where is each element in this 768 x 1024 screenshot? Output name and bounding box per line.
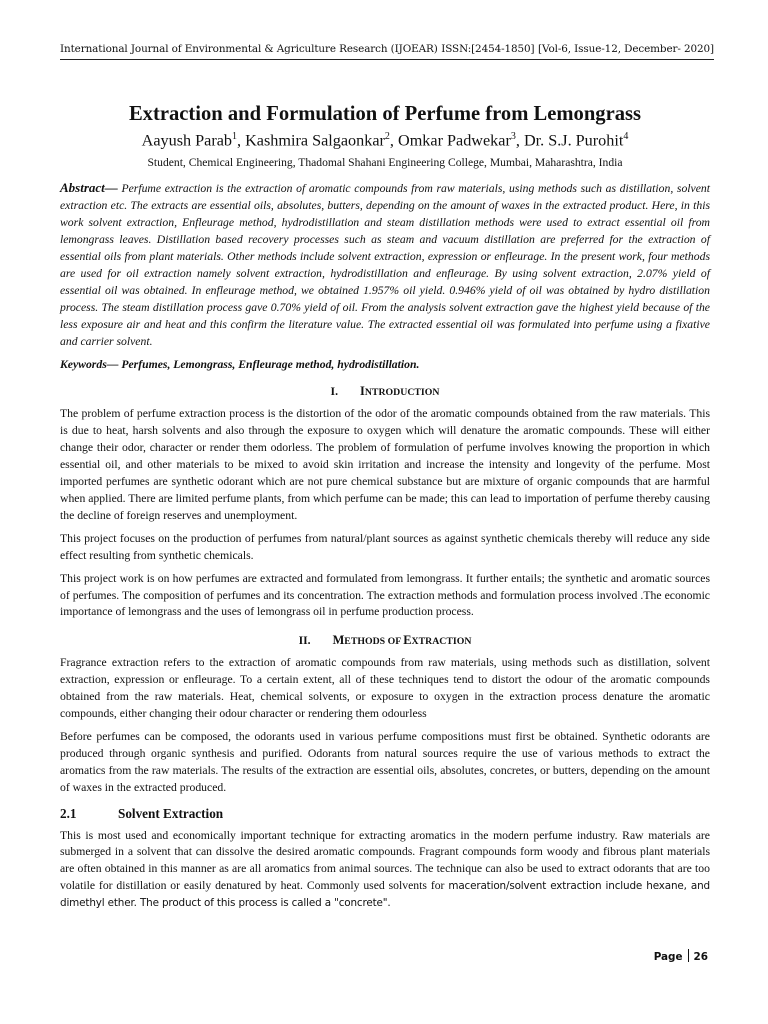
section-number: I. [330,385,339,399]
keywords: Keywords— Perfumes, Lemongrass, Enfleurage method, hydrodistillation. [60,358,420,372]
paragraph [60,828,710,913]
journal-name: International Journal of Environmental & Agriculture Research (IJOEAR) [60,43,438,55]
author-affil-mark: 4 [623,131,629,142]
issn: ISSN:[2454-1850] [441,43,535,55]
author-affil-mark: 1 [232,131,238,142]
author-name: Aayush Parab [141,131,233,150]
paragraph: This project focuses on the production of perfumes from natural/plant sources as against synthetic chemicals thereby will reduce any side effect resulting from synthetic chemicals. [60,531,710,562]
subsection-heading-solvent-extraction [60,806,710,822]
section-heading-introduction: I. INTRODUCTION [330,384,440,399]
affiliation: Student, Chemical Engineering, Thadomal Shahani Engineering College, Mumbai, Maharashtra, India [147,156,623,170]
running-header [60,43,714,60]
section-number: II. [298,634,311,648]
paragraph-text: This is most used and economically important technique for extracting aromatics in the modern perfume industry. Raw materials are submerged in a solvent that can dissolve the desired aromatic compounds. Fragrant compounds form woody and fibrous plant materials are often obtained in this manner as are all aromatics from animal sources. The technique can also be used to extract odorants that are too volatile for distillation or easily denatured by heat. Commonly used solvents for [60,828,710,893]
footer-divider [688,949,689,962]
section-heading-methods: II. METHODS OF EXTRACTION [298,633,472,648]
abstract-label: Abstract— [60,180,118,196]
paper-title: Extraction and Formulation of Perfume from Lemongrass [128,103,642,125]
author-name: Omkar Padwekar [398,131,511,150]
paragraph-last-line: maceration/solvent extraction include hexane, and dimethyl ether. The product of this process is called a "concrete". [60,880,711,910]
subsection-number: 2.1 [60,805,77,821]
page-number: 26 [693,951,708,963]
author-affil-mark: 2 [384,131,390,142]
volume-issue: [Vol-6, Issue-12, December- 2020] [538,43,714,55]
article-body [60,102,710,918]
paragraph: Fragrance extraction refers to the extraction of aromatic compounds from raw materials, using methods such as distillation, solvent extraction, expression or enfleurage. To a certain extent, all of these techniques tend to distort the odour of the aromatic compounds obtained from the raw materials. Heat, chemical solvents, or exposure to oxygen in the extraction process denature the aromatic compounds, either changing their odour character or rendering them odourless [60,656,710,721]
author-list: Aayush Parab$^1$, Kashmira Salgaonkar$^2$, Omkar Padwekar$^3$, Dr. S.J. Purohit$^4$ [141,131,629,150]
paragraph: This project work is on how perfumes are extracted and formulated from lemongrass. It further entails; the synthetic and aromatic sources of perfumes. The composition of perfumes and its concentration. The extraction methods and formulation process involved .The economic importance of lemongrass and the uses of lemongrass oil in perfume production process. [60,571,710,619]
abstract-text: Perfume extraction is the extraction of aromatic compounds from raw materials, using methods such as distillation, solvent extraction etc. The extracts are essential oils, absolutes, butters, depending on the amount of waxes in the extracted product. Here, in this work solvent extraction, Enfleurage method, hydrodistillation and steam distillation methods were used to extract essential oil from lemongrass leaves. Distillation based recovery processes such as steam and vacuum distillation are preferred for the extraction of essential oils from plant materials. Other methods include solvent extraction, expression or enfleurage. In the present work, four methods are used for oil extraction namely solvent extraction, hydrodistillation and enfleurage. By using solvent extraction, 2.07% yield of essential oil was obtained. In enfleurage method, we obtained 1.957% oil yield. 0.946% yield of oil was obtained by hydro distillation process. The steam distillation process gave 0.70% yield of oil. From the analysis solvent extraction gave the highest yield because of the less exposure air and heat and this confirm the literature value. The extracted essential oil was formulated into perfume using a fixative and carrier solvent. [60,182,711,348]
author-name: Kashmira Salgaonkar [245,131,385,150]
subsection-title: Solvent Extraction [118,805,224,821]
paragraph: The problem of perfume extraction process is the distortion of the odor of the aromatic compounds obtained from the raw materials. This is due to heat, harsh solvents and also through the exposure to oxygen which will denature the aromatic compounds. These will either change their odor, character or render them odorless. The problem of formulation of perfume involves knowing the proportion in which essential oil, and other materials to be mixed to avoid skin irritation and increase the intensity and longevity of the perfume. Most imported perfumes are synthetic odorant which are not pure chemical substance but are mixture of organic compounds that are harmful when applied. There are limited perfume plants, from which perfume can be made; this can lead to importation of perfume thereby causing the decline of foreign reserves and unemployment. [60,407,710,522]
abstract [60,180,710,350]
page-label: Page [653,951,683,963]
author-name: Dr. S.J. Purohit [523,131,624,150]
page-footer [654,949,708,963]
paragraph: Before perfumes can be composed, the odorants used in various perfume compositions must first be obtained. Synthetic odorants are produced through organic synthesis and purified. Odorants from natural sources require the use of various methods to extract the aromatics from the raw materials. The results of the extraction are essential oils, absolutes, concretes, or butters, depending on the amount of waxes in the extracted produced. [60,729,710,794]
author-affil-mark: 3 [510,131,516,142]
